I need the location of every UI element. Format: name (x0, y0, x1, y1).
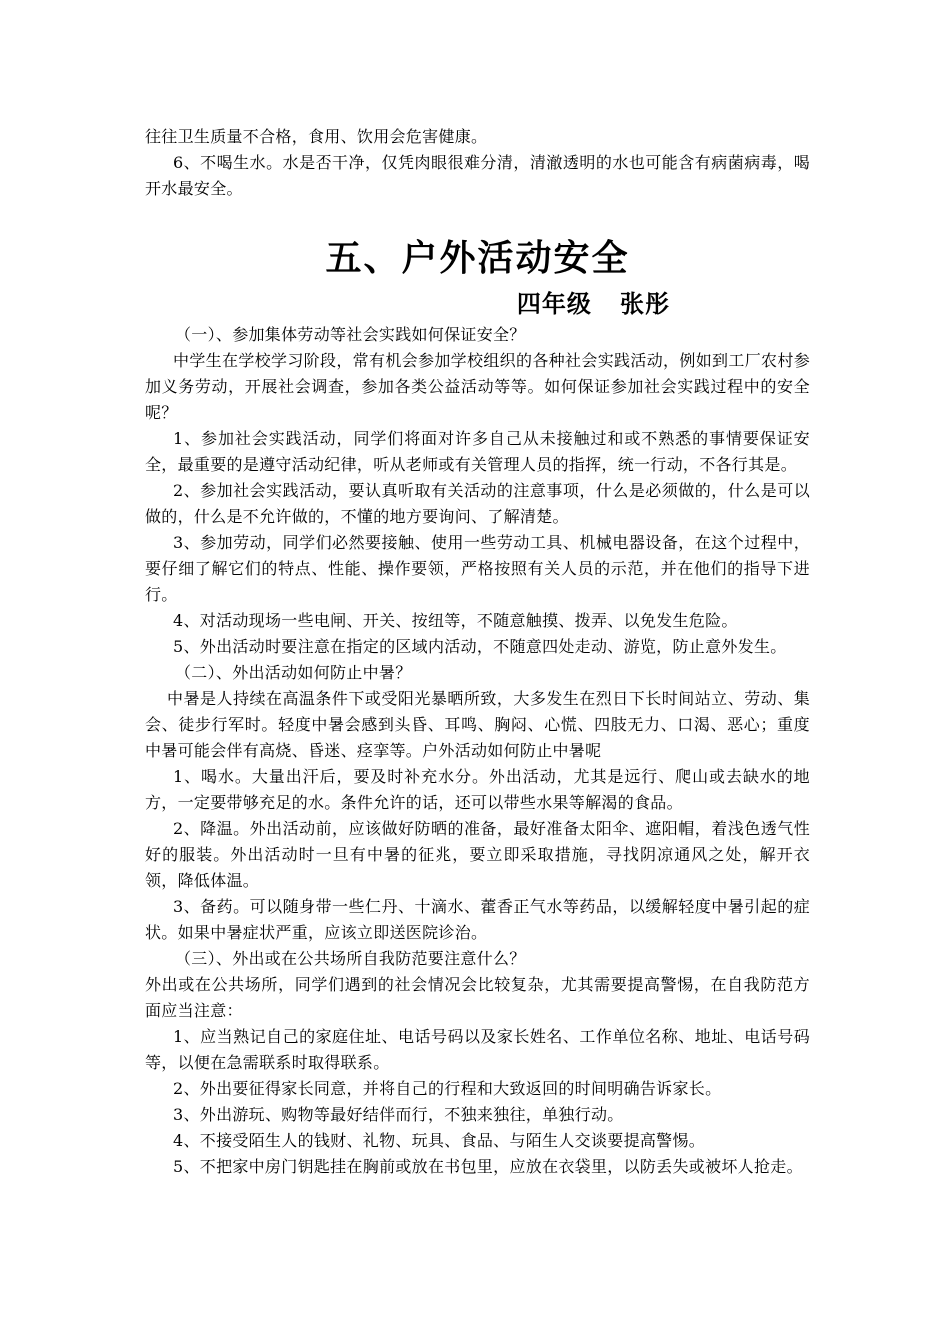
section3-item: 2、外出要征得家长同意，并将自己的行程和大致返回的时间明确告诉家长。 (173, 1079, 722, 1098)
section3-item: 3、外出游玩、购物等最好结伴而行，不独来独往，单独行动。 (173, 1105, 624, 1124)
section3-item: 1、应当熟记自己的家庭住址、电话号码以及家长姓名、工作单位名称、地址、电话号码等，以便在急需联系时取得联系。 (145, 1027, 810, 1072)
section2-item: 3、备药。可以随身带一些仁丹、十滴水、藿香正气水等药品，以缓解轻度中暑引起的症状。如果中暑症状严重，应该立即送医院诊治。 (145, 897, 810, 942)
section2-heading: （二）、外出活动如何防止中暑？ (175, 663, 412, 682)
section2-item: 2、降温。外出活动前，应该做好防晒的准备，最好准备太阳伞、遮阳帽，着浅色透气性好的服装。外出活动时一旦有中暑的征兆，要立即采取措施，寻找阴凉通风之处，解开衣领，降低体温。 (145, 819, 810, 890)
author-line: 四年级 张彤 (516, 290, 670, 318)
section3-item: 5、不把家中房门钥匙挂在胸前或放在书包里，应放在衣袋里，以防丢失或被坏人抢走。 (173, 1157, 803, 1176)
intro-item-6: 6、不喝生水。水是否干净，仅凭肉眼很难分清，清澈透明的水也可能含有病菌病毒，喝开水最安全。 (145, 153, 810, 198)
section1-item: 5、外出活动时要注意在指定的区域内活动，不随意四处走动、游览，防止意外发生。 (173, 637, 787, 656)
section1-heading: （一）、参加集体劳动等社会实践如何保证安全？ (175, 325, 526, 344)
section1-item: 1、参加社会实践活动，同学们将面对许多自己从未接触过和或不熟悉的事情要保证安全，最重要的是遵守活动纪律，听从老师或有关管理人员的指挥，统一行动，不各行其是。 (145, 429, 810, 474)
section1-lead: 中学生在学校学习阶段，常有机会参加学校组织的各种社会实践活动，例如到工厂农村参加义务劳动，开展社会调查，参加各类公益活动等等。如何保证参加社会实践过程中的安全呢？ (145, 351, 810, 422)
section1-item: 3、参加劳动，同学们必然要接触、使用一些劳动工具、机械电器设备，在这个过程中，要仔细了解它们的特点、性能、操作要领，严格按照有关人员的示范，并在他们的指导下进行。 (145, 533, 810, 604)
section1-item: 2、参加社会实践活动，要认真听取有关活动的注意事项，什么是必须做的，什么是可以做的，什么是不允许做的，不懂的地方要询问、了解清楚。 (145, 481, 810, 526)
section1-item: 4、对活动现场一些电闸、开关、按纽等，不随意触摸、拨弄、以免发生危险。 (173, 611, 738, 630)
section2-lead: 中暑是人持续在高温条件下或受阳光暴晒所致，大多发生在烈日下长时间站立、劳动、集会、徒步行军时。轻度中暑会感到头昏、耳鸣、胸闷、心慌、四肢无力、口渴、恶心；重度中暑可能会伴有高烧、昏迷、痉挛等。户外活动如何防止中暑呢 (145, 689, 810, 760)
intro-line: 往往卫生质量不合格，食用、饮用会危害健康。 (145, 127, 488, 146)
document-body (145, 124, 810, 1180)
section2-item: 1、喝水。大量出汗后，要及时补充水分。外出活动，尤其是远行、爬山或去缺水的地方，一定要带够充足的水。条件允许的话，还可以带些水果等解渴的食品。 (145, 767, 810, 812)
section3-heading: （三）、外出或在公共场所自我防范要注意什么？ (175, 949, 526, 968)
section3-lead: 外出或在公共场所，同学们遇到的社会情况会比较复杂，尤其需要提高警惕，在自我防范方面应当注意： (145, 975, 810, 1020)
section3-item: 4、不接受陌生人的钱财、礼物、玩具、食品、与陌生人交谈要提高警惕。 (173, 1131, 706, 1150)
page-title: 五、户外活动安全 (325, 238, 630, 279)
